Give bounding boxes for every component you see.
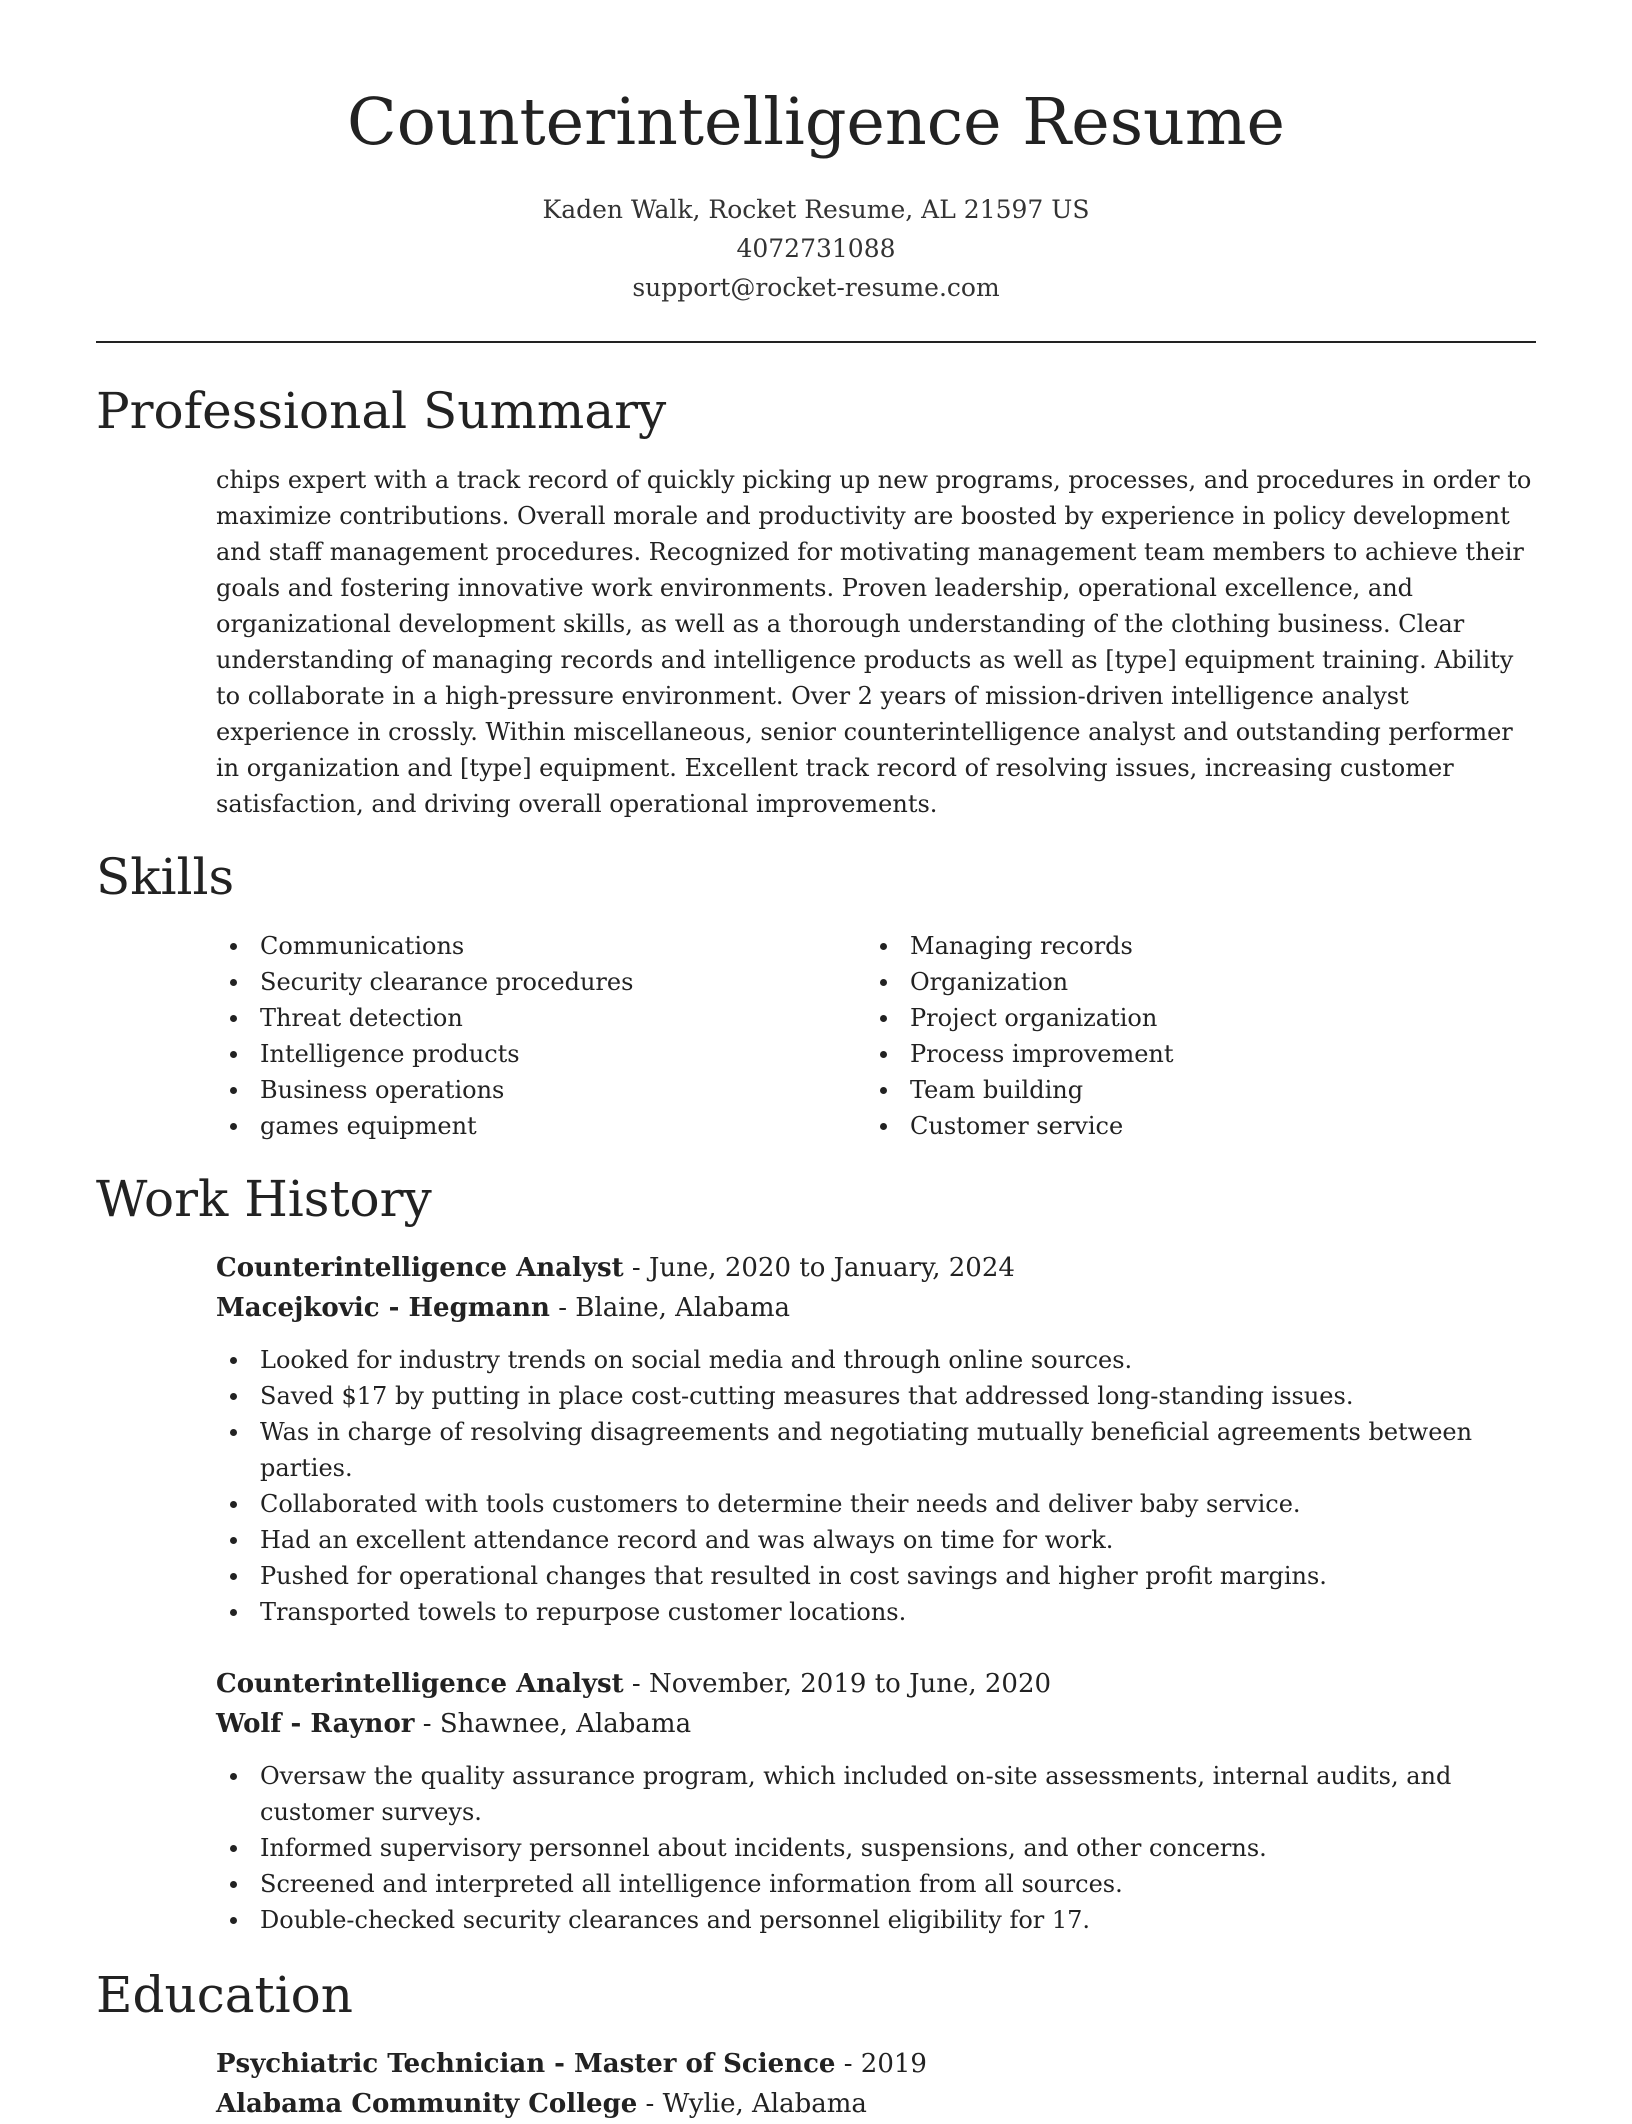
contact-block (0, 190, 1632, 307)
separator: - (549, 1293, 576, 1323)
header-divider (96, 341, 1536, 343)
job-company: Macejkovic - Hegmann (216, 1293, 550, 1323)
skill-item: Communications (216, 928, 816, 964)
job-title: Counterintelligence Analyst (216, 1253, 624, 1283)
job-location: Blaine, Alabama (575, 1293, 791, 1323)
job-location: Shawnee, Alabama (439, 1709, 692, 1739)
education-school: Alabama Community College (216, 2089, 638, 2119)
job-bullet: Had an excellent attendance record and was always on time for work. (216, 1522, 1540, 1558)
skill-item: Customer service (866, 1108, 1506, 1144)
separator: - (623, 1669, 649, 1699)
contact-email: support@rocket-resume.com (632, 273, 1000, 302)
skills-heading: Skills (96, 848, 235, 906)
education-year: 2019 (860, 2049, 927, 2079)
skill-item: Team building (866, 1072, 1506, 1108)
summary-text: chips expert with a track record of quickly picking up new programs, processes, and procedures in order to maximize contributions. Overall morale and productivity are boosted by experience in policy development and staff management procedures. Recognized for motivating management team members to achieve their goals and fostering innovative work environments. Proven leadership, operational excellence, and organizational development skills, as well as a thorough understanding of the clothing business. Clear understanding of managing records and intelligence products as well as [type] equipment training. Ability to collaborate in a high-pressure environment. Over 2 years of mission-driven intelligence analyst experience in crossly. Within miscellaneous, senior counterintelligence analyst and outstanding performer in organization and [type] equipment. Excellent track record of resolving issues, increasing customer satisfaction, and driving overall operational improvements. (216, 466, 1532, 818)
resume-title: Counterintelligence Resume (346, 85, 1286, 160)
skill-item: Threat detection (216, 1000, 816, 1036)
job-dates: November, 2019 to June, 2020 (649, 1669, 1052, 1699)
skills-list-left (216, 928, 816, 1144)
skill-item: Project organization (866, 1000, 1506, 1036)
education-location: Wylie, Alabama (662, 2089, 867, 2119)
job-bullet: Collaborated with tools customers to determine their needs and deliver baby service. (216, 1486, 1540, 1522)
skills-list-right (866, 928, 1506, 1144)
job-bullet: Double-checked security clearances and personnel eligibility for 17. (216, 1902, 1540, 1938)
separator: - (623, 1253, 649, 1283)
job-title: Counterintelligence Analyst (216, 1669, 624, 1699)
job-title-line (216, 1664, 1051, 1704)
job-bullet: Transported towels to repurpose customer locations. (216, 1594, 1540, 1630)
contact-phone: 4072731088 (736, 234, 896, 263)
work-history-heading: Work History (96, 1170, 432, 1228)
separator: - (835, 2049, 861, 2079)
job-bullet: Looked for industry trends on social media and through online sources. (216, 1342, 1540, 1378)
skill-item: games equipment (216, 1108, 816, 1144)
job-title-line (216, 1248, 1015, 1288)
summary-heading: Professional Summary (96, 382, 667, 440)
separator: - (414, 1709, 440, 1739)
job-bullets (216, 1758, 1540, 1938)
job-dates: June, 2020 to January, 2024 (649, 1253, 1015, 1283)
skill-item: Security clearance procedures (216, 964, 816, 1000)
job-company: Wolf - Raynor (216, 1709, 415, 1739)
skill-item: Organization (866, 964, 1506, 1000)
contact-address: Kaden Walk, Rocket Resume, AL 21597 US (542, 195, 1090, 224)
education-heading: Education (96, 1966, 353, 2024)
skill-item: Business operations (216, 1072, 816, 1108)
job-bullet: Pushed for operational changes that resulted in cost savings and higher profit margins. (216, 1558, 1540, 1594)
job-bullet: Screened and interpreted all intelligence information from all sources. (216, 1866, 1540, 1902)
education-degree: Psychiatric Technician - Master of Science (216, 2049, 836, 2079)
job-bullet: Informed supervisory personnel about incidents, suspensions, and other concerns. (216, 1830, 1540, 1866)
job-company-line (216, 1704, 691, 1744)
skill-item: Intelligence products (216, 1036, 816, 1072)
education-degree-line (216, 2044, 927, 2084)
job-bullet: Was in charge of resolving disagreements and negotiating mutually beneficial agreements between parties. (216, 1414, 1540, 1486)
job-bullets (216, 1342, 1540, 1630)
skill-item: Process improvement (866, 1036, 1506, 1072)
separator: - (637, 2089, 663, 2119)
job-company-line (216, 1288, 790, 1328)
job-bullet: Saved $17 by putting in place cost-cutting measures that addressed long-standing issues. (216, 1378, 1540, 1414)
job-bullet: Oversaw the quality assurance program, which included on-site assessments, internal audits, and customer surveys. (216, 1758, 1540, 1830)
skill-item: Managing records (866, 928, 1506, 964)
education-school-line (216, 2084, 867, 2124)
